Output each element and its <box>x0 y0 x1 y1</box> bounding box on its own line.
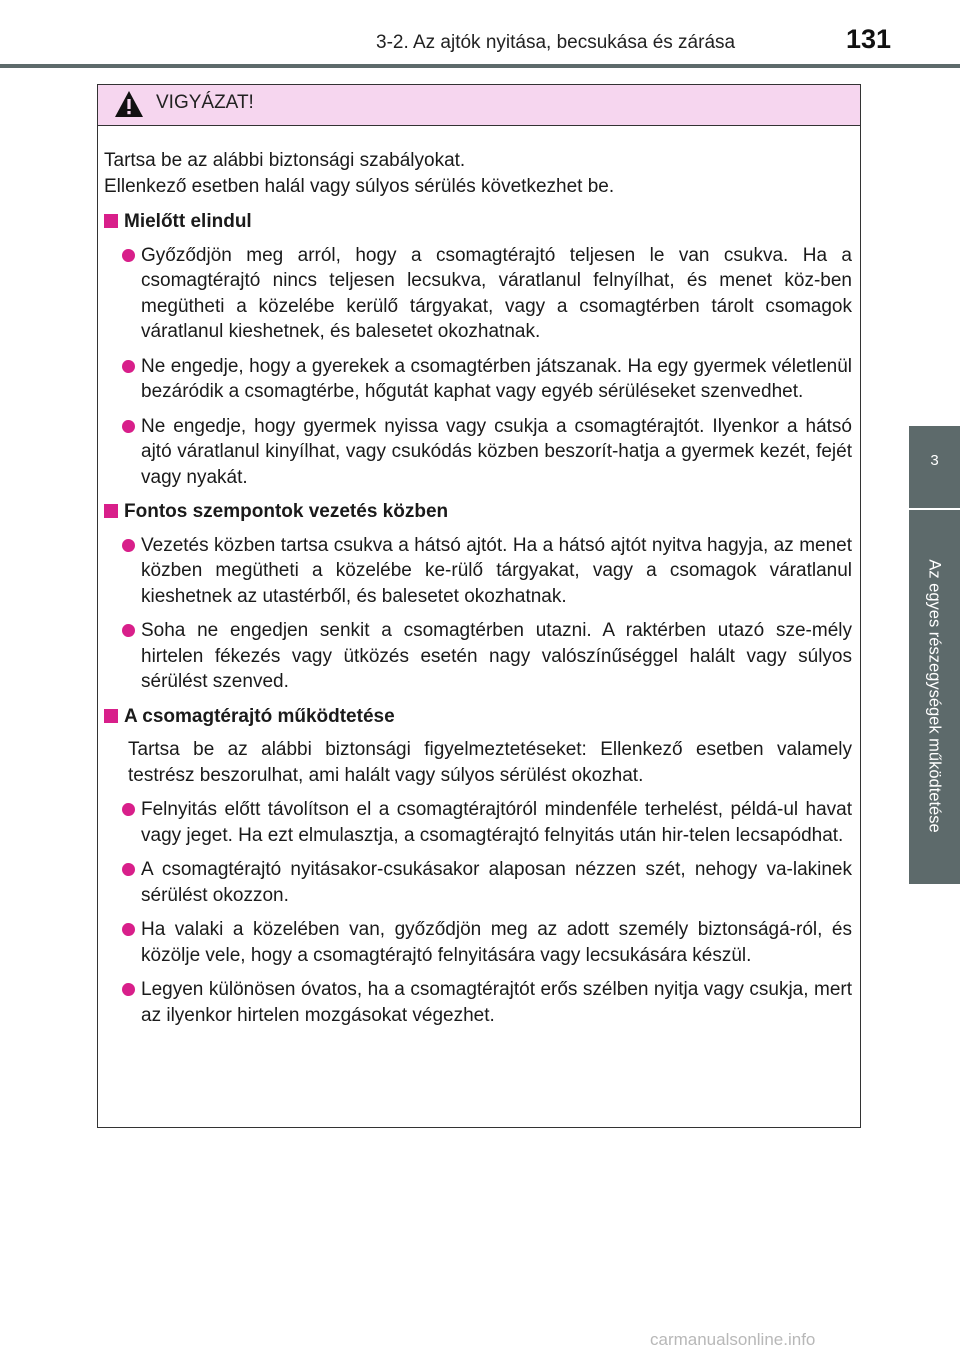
caution-header <box>98 85 860 126</box>
section-heading-text: Fontos szempontok vezetés közben <box>124 501 449 522</box>
intro-line: Ellenkező esetben halál vagy súlyos sérülés következhet be. <box>104 175 615 197</box>
chapter-number: 3 <box>930 452 939 469</box>
list-item-text: Vezetés közben tartsa csukva a hátsó ajtót. Ha a hátsó ajtót nyitva hagyja, az menet közben megütheti a közelébe ke-rülő tárgyakat, vagy a csomagok váratlanul kieshetnek az utastérből, és balesetet okozhatnak. <box>141 534 852 607</box>
list-item-text: Ha valaki a közelében van, győződjön meg az adott személy biztonságá-ról, és közölje vele, hogy a csomagtérajtó felnyitására vagy lecsukására készül. <box>141 919 852 966</box>
section-heading <box>104 499 852 525</box>
section-heading <box>104 209 852 235</box>
list-item <box>122 533 852 610</box>
page-number: 131 <box>846 24 892 54</box>
caution-intro <box>104 148 852 199</box>
round-bullet-icon <box>122 249 135 262</box>
list-item <box>122 414 852 491</box>
list-item-text: Győződjön meg arról, hogy a csomagtérajtó teljesen le van csukva. Ha a csomagtérajtó nincs teljesen lecsukva, váratlanul felnyílhat, és menet köz-ben megütheti a közelébe kerülő tárgyakat, vagy a csomagtérben tárolt csomagok váratlanul kieshetnek, és balesetet okozhatnak. <box>141 244 852 342</box>
round-bullet-icon <box>122 624 135 637</box>
round-bullet-icon <box>122 420 135 433</box>
list-item <box>122 857 852 908</box>
caution-body <box>98 126 860 1028</box>
list-item <box>122 977 852 1028</box>
section-text: Tartsa be az alábbi biztonsági figyelmeztetéseket: Ellenkező esetben valamely testrész beszorulhat, ami halált vagy súlyos sérülést okozhat. <box>128 739 852 786</box>
header-rule <box>0 64 960 68</box>
section-heading-text: Mielőtt elindul <box>124 211 252 232</box>
round-bullet-icon <box>122 360 135 373</box>
square-bullet-icon <box>104 214 118 228</box>
round-bullet-icon <box>122 923 135 936</box>
list-item-text: Felnyitás előtt távolítson el a csomagtérajtóról mindenféle terhelést, példá-ul havat vagy jeget. Ha ezt elmulasztja, a csomagtérajtó felnyitás után hir-telen lecsapódhat. <box>141 799 852 846</box>
intro-line: Tartsa be az alábbi biztonsági szabályokat. <box>104 150 466 171</box>
round-bullet-icon <box>122 983 135 996</box>
caution-box <box>97 84 861 1128</box>
chapter-title: Az egyes részegységek működtetése <box>925 559 944 833</box>
list-item <box>122 243 852 345</box>
chapter-tab <box>909 426 960 508</box>
list-item-text: Ne engedje, hogy a gyerekek a csomagtérben játszanak. Ha egy gyermek véletlenül bezáródik a csomagtérbe, hőgutát kaphat vagy egyéb sérüléseket szenvedhet. <box>141 355 852 402</box>
list-item <box>122 618 852 695</box>
round-bullet-icon <box>122 539 135 552</box>
warning-icon <box>114 90 144 118</box>
watermark: carmanualsonline.info <box>650 1330 816 1349</box>
section-heading <box>104 704 852 730</box>
list-item-text: Legyen különösen óvatos, ha a csomagtérajtót erős szélben nyitja vagy csukja, mert az ilyenkor hirtelen mozgásokat végezhet. <box>141 979 852 1026</box>
caution-title: VIGYÁZAT! <box>156 92 254 113</box>
section-heading-text: A csomagtérajtó működtetése <box>124 705 395 727</box>
round-bullet-icon <box>122 803 135 816</box>
list-item <box>122 797 852 848</box>
list-item-text: A csomagtérajtó nyitásakor-csukásakor alaposan nézzen szét, nehogy va-lakinek sérülést okozzon. <box>141 859 852 906</box>
header-title: 3-2. Az ajtók nyitása, becsukása és zárása <box>376 32 736 53</box>
list-item-text: Soha ne engedjen senkit a csomagtérben utazni. A raktérben utazó sze-mély hirtelen fékezés vagy ütközés esetén nagy valószínűséggel halált vagy súlyos sérülést szenved. <box>141 620 852 692</box>
round-bullet-icon <box>122 863 135 876</box>
square-bullet-icon <box>104 504 118 518</box>
list-item <box>122 917 852 968</box>
list-item <box>122 354 852 405</box>
list-item-text: Ne engedje, hogy gyermek nyissa vagy csukja a csomagtérajtót. Ilyenkor a hátsó ajtó váratlanul kinyílhat, vagy csukódás közben beszorít-hatja a gyermek kezét, fejét vagy nyakát. <box>141 415 852 488</box>
square-bullet-icon <box>104 709 118 723</box>
